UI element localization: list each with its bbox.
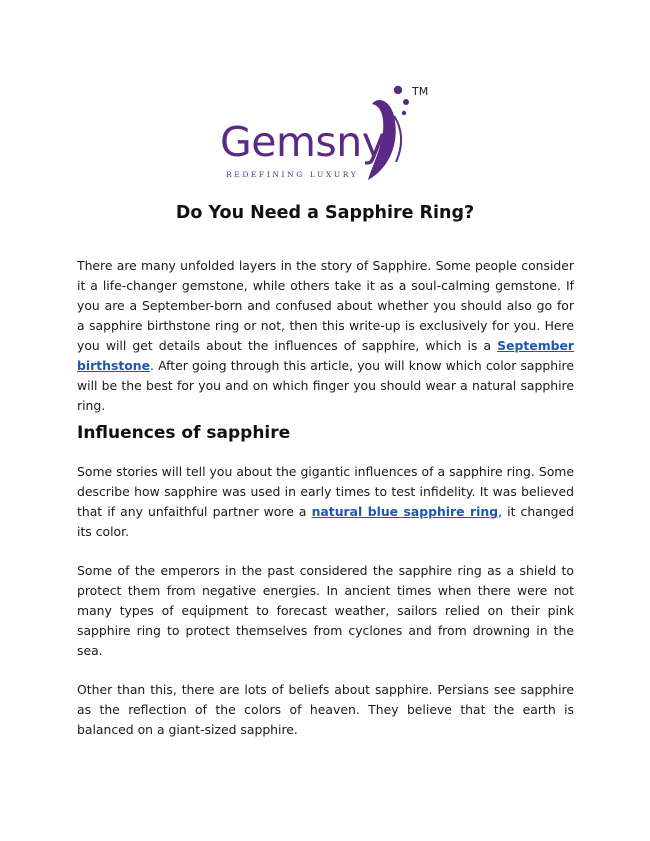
natural-blue-sapphire-ring-link[interactable]: natural blue sapphire ring bbox=[311, 504, 499, 519]
influences-text-before: Some stories will tell you about the gigantic influences of a sapphire ring. Some describe how sapphire was used in early times to test infidelity. It was believed that if any unfaithful partner wore a bbox=[77, 464, 574, 519]
logo-wordmark: Gemsny bbox=[220, 118, 386, 166]
logo-tagline: REDEFINING LUXURY bbox=[226, 170, 359, 179]
intro-text-after: . After going through this article, you will know which color sapphire will be the best for you and on which finger you should wear a natural sapphire ring. bbox=[77, 358, 574, 413]
emperors-paragraph: Some of the emperors in the past considered the sapphire ring as a shield to protect them from negative energies. In ancient times when there were not many types of equipment to forecast weather, sailors relied on their pink sapphire ring to protect themselves from cyclones and from drowning in the sea. bbox=[77, 563, 574, 658]
trademark-mark: TM bbox=[412, 85, 429, 98]
gemsny-logo bbox=[218, 80, 438, 186]
influences-paragraph bbox=[77, 462, 574, 542]
logo-dot-medium-icon bbox=[403, 99, 409, 105]
influences-text-after: , it changed its color. bbox=[77, 504, 574, 539]
logo-dot-small-icon bbox=[402, 111, 406, 115]
intro-paragraph bbox=[77, 256, 574, 416]
logo-dot-large-icon bbox=[394, 86, 402, 94]
september-birthstone-link[interactable]: September birthstone bbox=[77, 338, 574, 373]
section-heading: Influences of sapphire bbox=[77, 423, 291, 443]
beliefs-paragraph: Other than this, there are lots of beliefs about sapphire. Persians see sapphire as the reflection of the colors of heaven. They believe that the earth is balanced on a giant-sized sapphire. bbox=[77, 682, 574, 737]
intro-text-before: There are many unfolded layers in the story of Sapphire. Some people consider it a life-changer gemstone, while others take it as a soul-calming gemstone. If you are a September-born and confused about whether you should also go for a sapphire birthstone ring or not, then this write-up is exclusively for you. Here you will get details about the influences of sapphire, which is a bbox=[77, 258, 574, 353]
page-title: Do You Need a Sapphire Ring? bbox=[175, 203, 475, 223]
